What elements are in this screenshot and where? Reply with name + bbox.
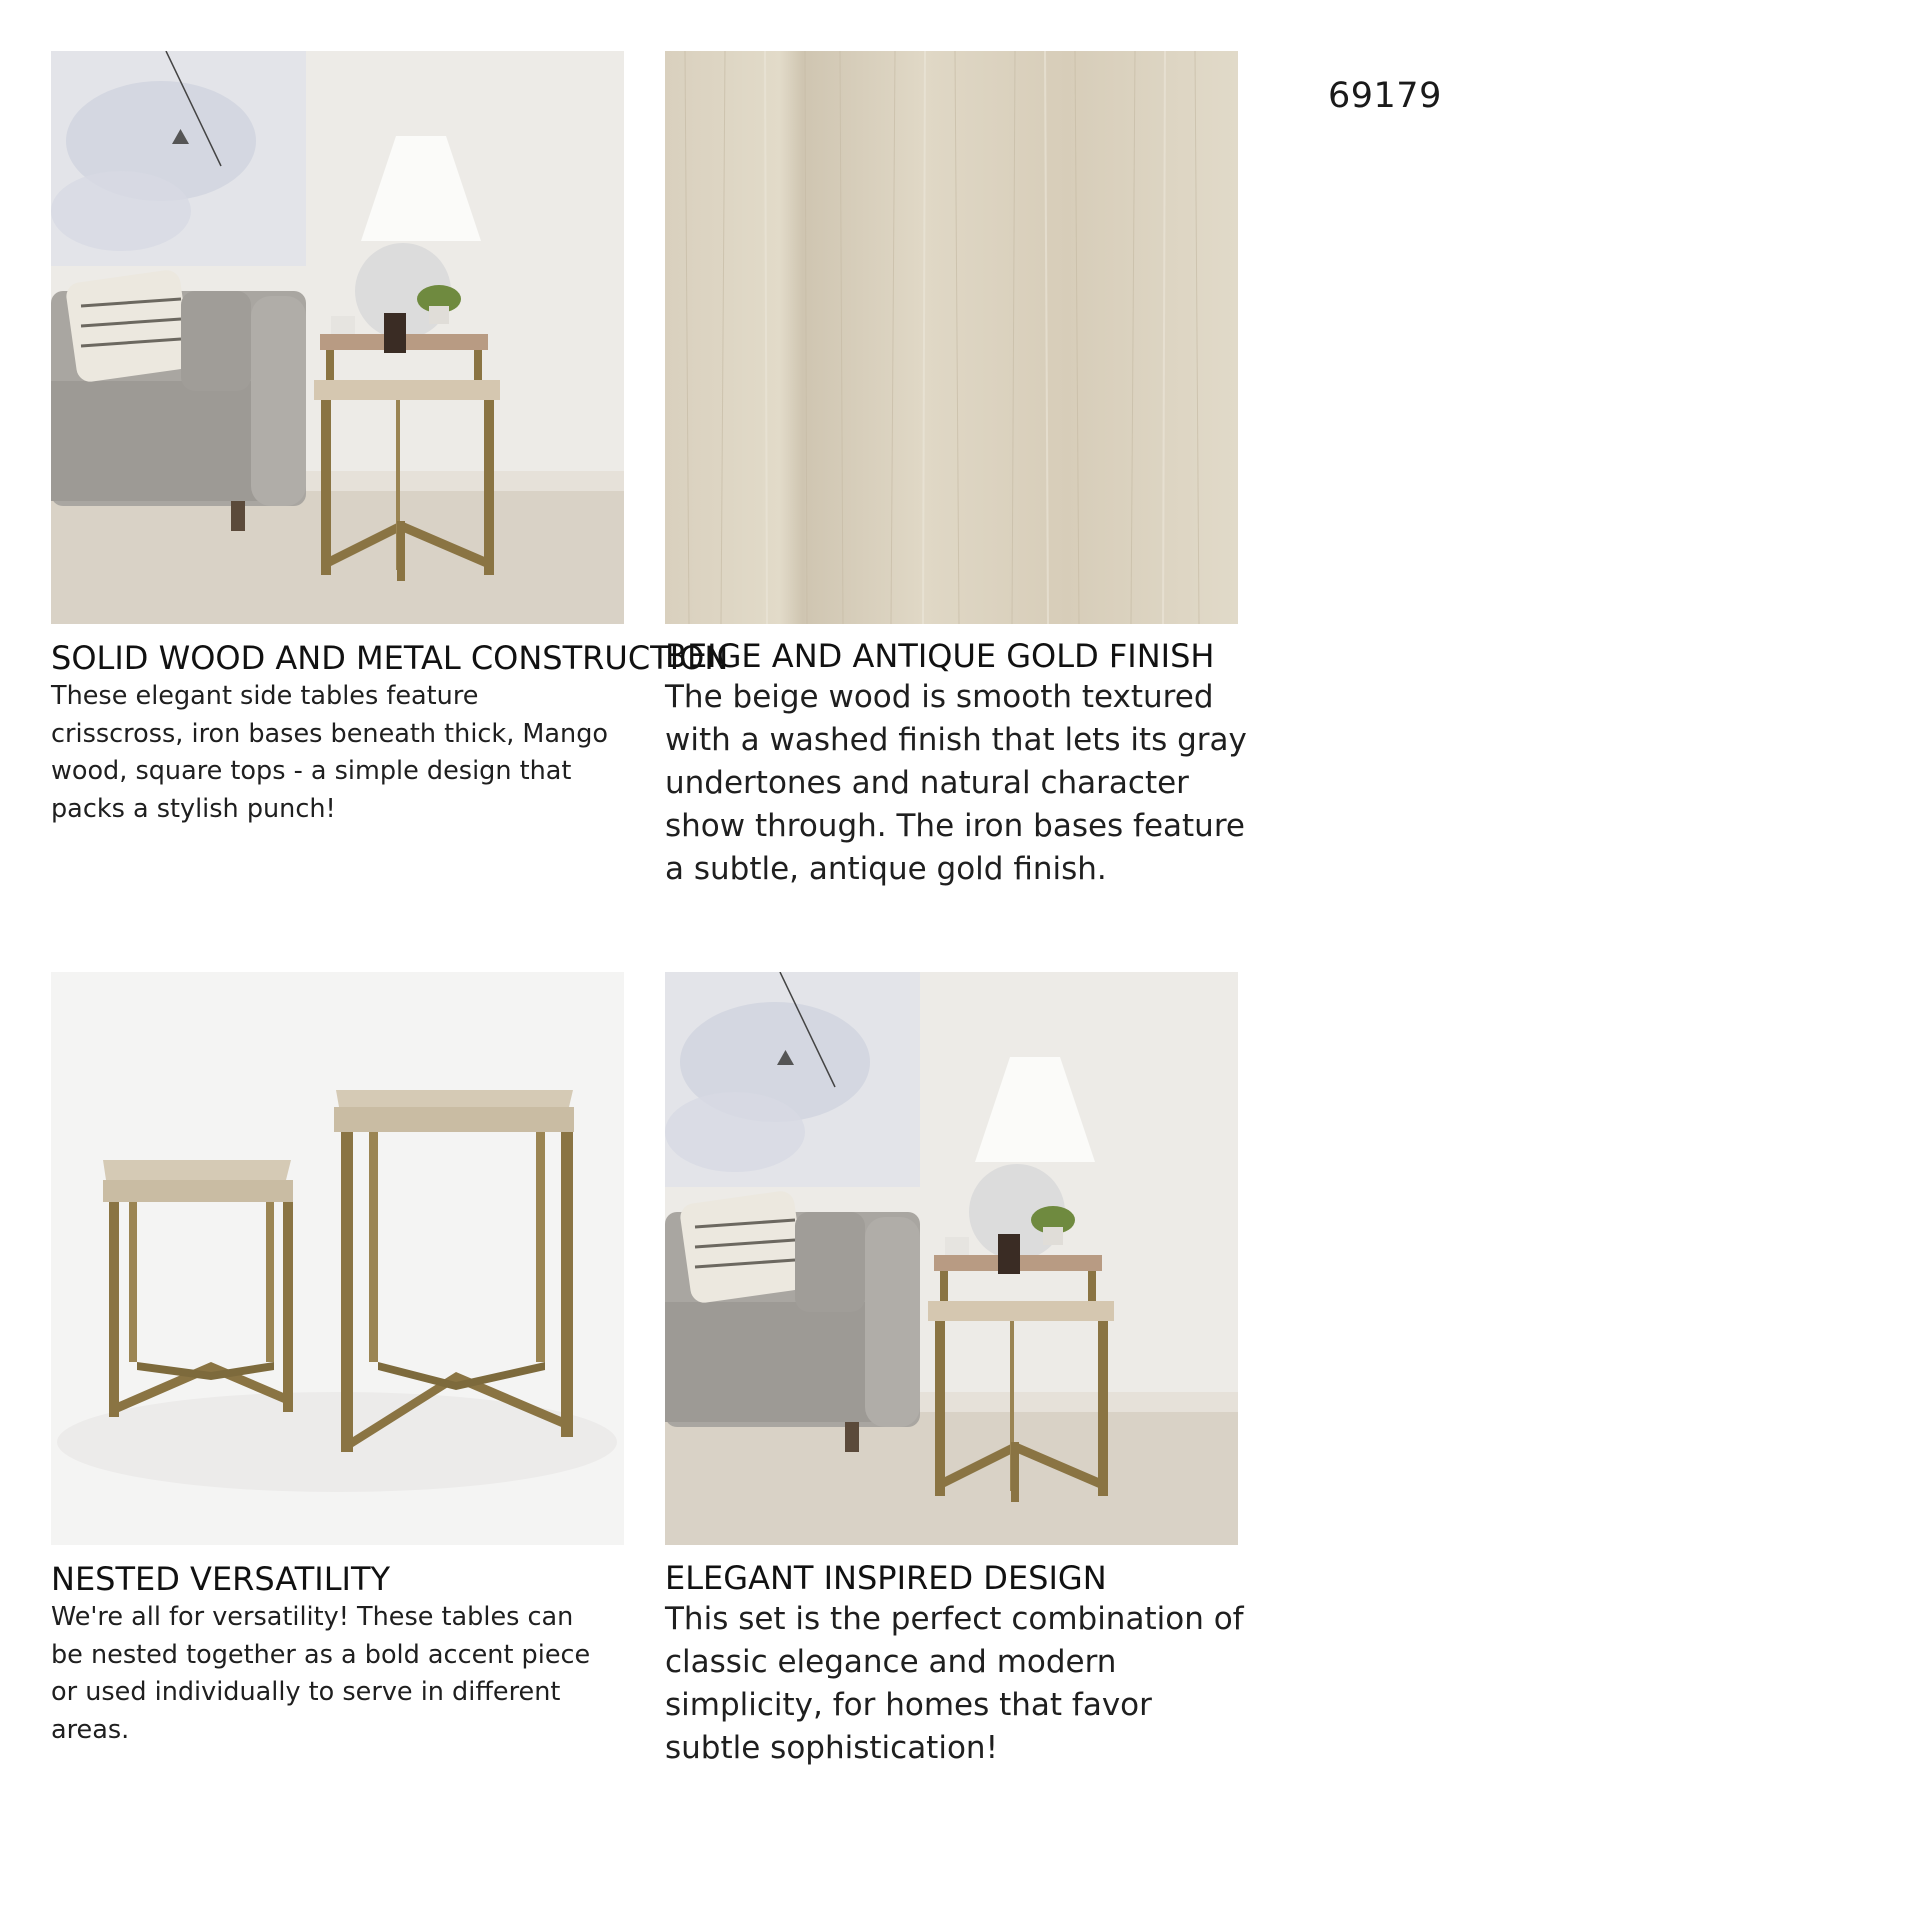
room-scene-illustration-2 bbox=[665, 972, 1238, 1545]
section-2-body: The beige wood is smooth textured with a washed finish that lets its gray undertones and natural character show through. The iron bases feature a subtle, antique gold finish. bbox=[665, 679, 1247, 887]
section-1-body: These elegant side tables feature crisscross, iron bases beneath thick, Mango wood, square tops - a simple design that packs a stylish punch! bbox=[51, 681, 608, 824]
tables-product-illustration bbox=[51, 972, 624, 1545]
section-3-caption bbox=[51, 1559, 631, 1749]
section-3-heading: NESTED VERSATILITY bbox=[51, 1560, 391, 1598]
section-1-heading: SOLID WOOD AND METAL CONSTRUCTION bbox=[51, 639, 729, 677]
room-scene-photo bbox=[51, 51, 624, 624]
section-3-body: We're all for versatility! These tables can be nested together as a bold accent piece or used individually to serve in different areas. bbox=[51, 1602, 591, 1745]
section-2-caption bbox=[665, 636, 1245, 891]
product-code: 69179 bbox=[1328, 76, 1442, 116]
tables-product-photo bbox=[51, 972, 624, 1545]
room-scene-photo-2 bbox=[665, 972, 1238, 1545]
section-4-body: This set is the perfect combination of classic elegance and modern simplicity, for homes that favor subtle sophistication! bbox=[665, 1601, 1244, 1766]
room-scene-illustration bbox=[51, 51, 624, 624]
section-4-caption bbox=[665, 1558, 1245, 1770]
wood-texture-illustration bbox=[665, 51, 1238, 624]
section-2-heading: BEIGE AND ANTIQUE GOLD FINISH bbox=[665, 637, 1215, 675]
section-1-caption bbox=[51, 638, 729, 828]
wood-texture-photo bbox=[665, 51, 1238, 624]
section-4-heading: ELEGANT INSPIRED DESIGN bbox=[665, 1559, 1107, 1597]
